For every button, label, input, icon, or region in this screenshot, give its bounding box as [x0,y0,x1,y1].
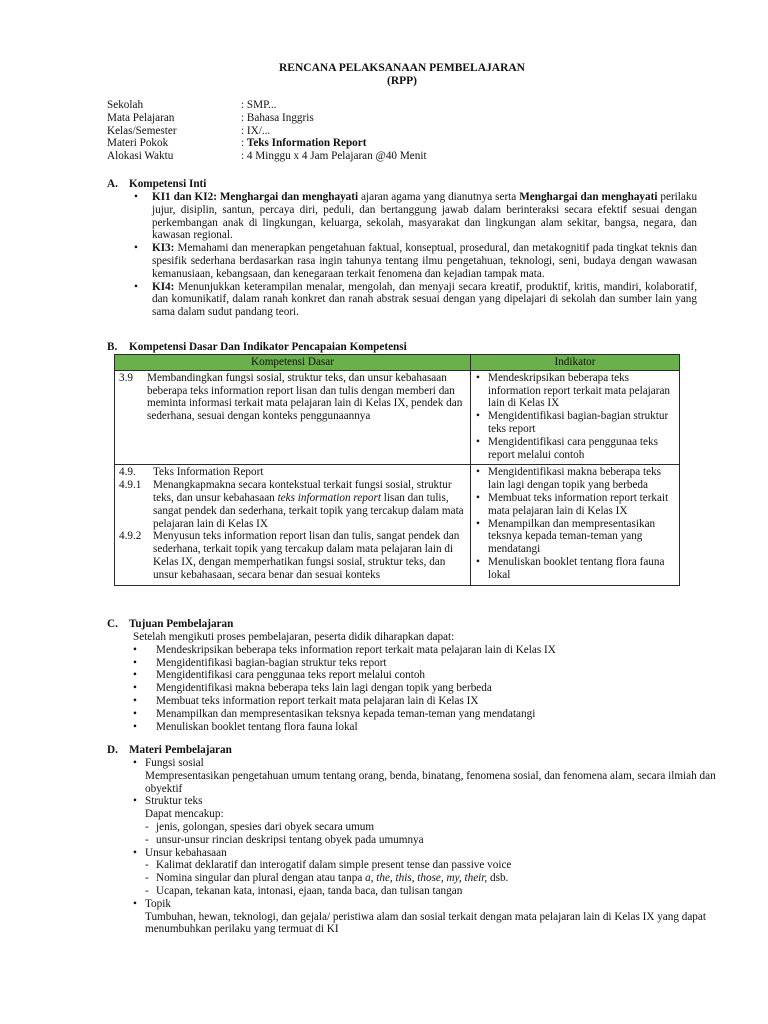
ki3-item: • KI3: Memahami dan menerapkan pengetahuan faktual, konseptual, prosedural, dan metakognitif pada tingkat teknis dan spesifik sederhana berdasarkan rasa ingin tahunya tentang ilmu pengetahuan, teknologi, seni, budaya dengan wawasan kemanusiaan, kebangsaan, dan kenegaraan terkait fenomena dan kejadian tampak mata. [134,242,697,280]
indicator-item: • Mengidentifikasi makna beberapa teks lain lagi dengan topik yang berbeda [475,466,675,492]
identity-row: Alokasi Waktu : 4 Minggu x 4 Jam Pelajaran @40 Menit [107,150,427,163]
title-line-1: RENCANA PELAKSANAAN PEMBELAJARAN [279,62,525,74]
identity-row: Sekolah : SMP... [107,99,277,111]
materi-topik: • Topik [133,898,723,911]
section-d-heading: D. Materi Pembelajaran [107,744,232,756]
list-item: • Membuat teks information report terkait mata pelajaran lain di Kelas IX [133,694,479,707]
indicator-item: • Mendeskripsikan beberapa teks information report terkait mata pelajaran lain di Kelas IX [475,372,675,410]
identity-table [107,99,427,163]
indicator-item: • Mengidentifikasi cara penggunaa teks report melalui contoh [475,436,675,462]
materi-list: • Fungsi sosial Mempresentasikan pengetahuan umum tentang orang, benda, binatang, fenomena sosial, dan fenomena alam, secara ilmiah dan obyektif • Struktur teks Dapat mencakup: - jenis, golongan, spesies dari obyek secara umum - unsur-unsur rincian deskripsi tentang obyek pada umumnya • Unsur kebahasaan - Kalimat deklaratif dan interogatif dalam simple present tense dan passive voice - Nomina singular dan plural dengan atau tanpa a, the, this, those, my, their, dsb. - Ucapan, tekanan kata, intonasi, ejaan, tanda baca, dan tulisan tangan • Topik Tumbuhan, hewan, teknologi, dan gejala/ peristiwa alam dan sosial terkait dengan mata pelajaran lain di Kelas IX yang dapat menumbuhkan perilaku yang termuat di KI [133,757,723,936]
kompetensi-table [114,354,680,586]
indicator-item: • Menuliskan booklet tentang flora fauna lokal [475,556,675,582]
list-item: • Mengidentifikasi makna beberapa teks lain lagi dengan topik yang berbeda [133,682,492,695]
table-row: 4.9. Teks Information Report 4.9.1 Menangkapmakna secara kontekstual terkait fungsi sosial, struktur teks, dan unsur kebahasaan teks information report lisan dan tulis, sangat pendek dan sederhana, terkait topik yang tercakup dalam mata pelajaran lain di Kelas IX 4.9.2 Menyusun teks information report lisan dan tulis, sangat pendek dan sederhana, terkait topik yang tercakup dalam mata pelajaran lain di Kelas IX, dengan memperhatikan fungsi sosial, struktur teks, dan unsur kebahasaan, secara benar dan sesuai konteks • Mengidentifikasi makna beberapa teks lain lagi dengan topik yang berbeda • Membuat teks information report terkait mata pelajaran lain di Kelas IX • Menampilkan dan mempresentasikan teksnya kepada teman-teman yang mendatangi • Menuliskan booklet tentang flora fauna lokal [115,465,680,585]
materi-struktur: • Struktur teks [133,795,723,808]
list-item: • Mengidentifikasi cara penggunaa teks report melalui contoh [133,669,426,682]
tujuan-list [133,631,733,733]
list-item: • Menampilkan dan mempresentasikan teksnya kepada teman-teman yang mendatangi [133,707,536,720]
identity-row: Kelas/Semester : IX/... [107,124,271,137]
tujuan-intro: Setelah mengikuti proses pembelajaran, peserta didik diharapkan dapat: [133,631,455,643]
ki1-item: • KI1 dan KI2: Menghargai dan menghayati ajaran agama yang dianutnya serta Menghargai dan menghayati perilaku jujur, disiplin, santun, percaya diri, peduli, dan bertanggung jawab dalam berinteraksi secara efektif sesuai dengan perkembangan anak di lingkungan, keluarga, sekolah, masyarakat dan lingkungan alam sekitar, bangsa, negara, dan kawasan regional. [134,191,697,242]
indicator-item: • Menampilkan dan mempresentasikan teksnya kepada teman-teman yang mendatangi [475,518,675,556]
section-c-heading: C. Tujuan Pembelajaran [107,618,234,630]
title-line-2: (RPP) [386,75,417,87]
list-item: • Mengidentifikasi bagian-bagian struktur teks report [133,656,387,669]
indicator-item: • Mengidentifikasi bagian-bagian struktur teks report [475,410,675,436]
list-item: • Menuliskan booklet tentang flora fauna lokal [133,720,358,733]
indicator-item: • Membuat teks information report terkait mata pelajaran lain di Kelas IX [475,492,675,518]
materi-fungsi: • Fungsi sosial [133,757,723,770]
identity-row: Mata Pelajaran : Bahasa Inggris [107,111,314,124]
list-item: • Mendeskripsikan beberapa teks information report terkait mata pelajaran lain di Kelas IX [133,643,556,656]
identity-row: Materi Pokok : Teks Information Report [107,137,367,150]
column-header-indikator: Indikator [471,355,680,371]
section-b-heading: B. Kompetensi Dasar Dan Indikator Pencapaian Kompetensi [107,341,407,353]
ki4-item: • KI4: Menunjukkan keterampilan menalar, mengolah, dan menyaji secara kreatif, produktif, kritis, mandiri, kolaboratif, dan komunikatif, dalam ranah konkret dan ranah abstrak sesuai dengan yang dipelajari di sekolah dan sumber lain yang sama dalam sudut pandang teori. [134,281,697,319]
document-title [0,62,768,88]
table-row: 3.9 Membandingkan fungsi sosial, struktur teks, dan unsur kebahasaan beberapa teks information report lisan dan tulis dengan memberi dan meminta informasi terkait mata pelajaran lain di Kelas IX, pendek dan sederhana, sesuai dengan konteks penggunaannya • Mendeskripsikan beberapa teks information report terkait mata pelajaran lain di Kelas IX • Mengidentifikasi bagian-bagian struktur teks report • Mengidentifikasi cara penggunaa teks report melalui contoh [115,370,680,465]
kompetensi-inti-list [134,191,697,319]
section-a-heading: A. Kompetensi Inti [107,178,207,190]
column-header-kd: Kompetensi Dasar [115,355,471,371]
materi-unsur: • Unsur kebahasaan [133,847,723,860]
